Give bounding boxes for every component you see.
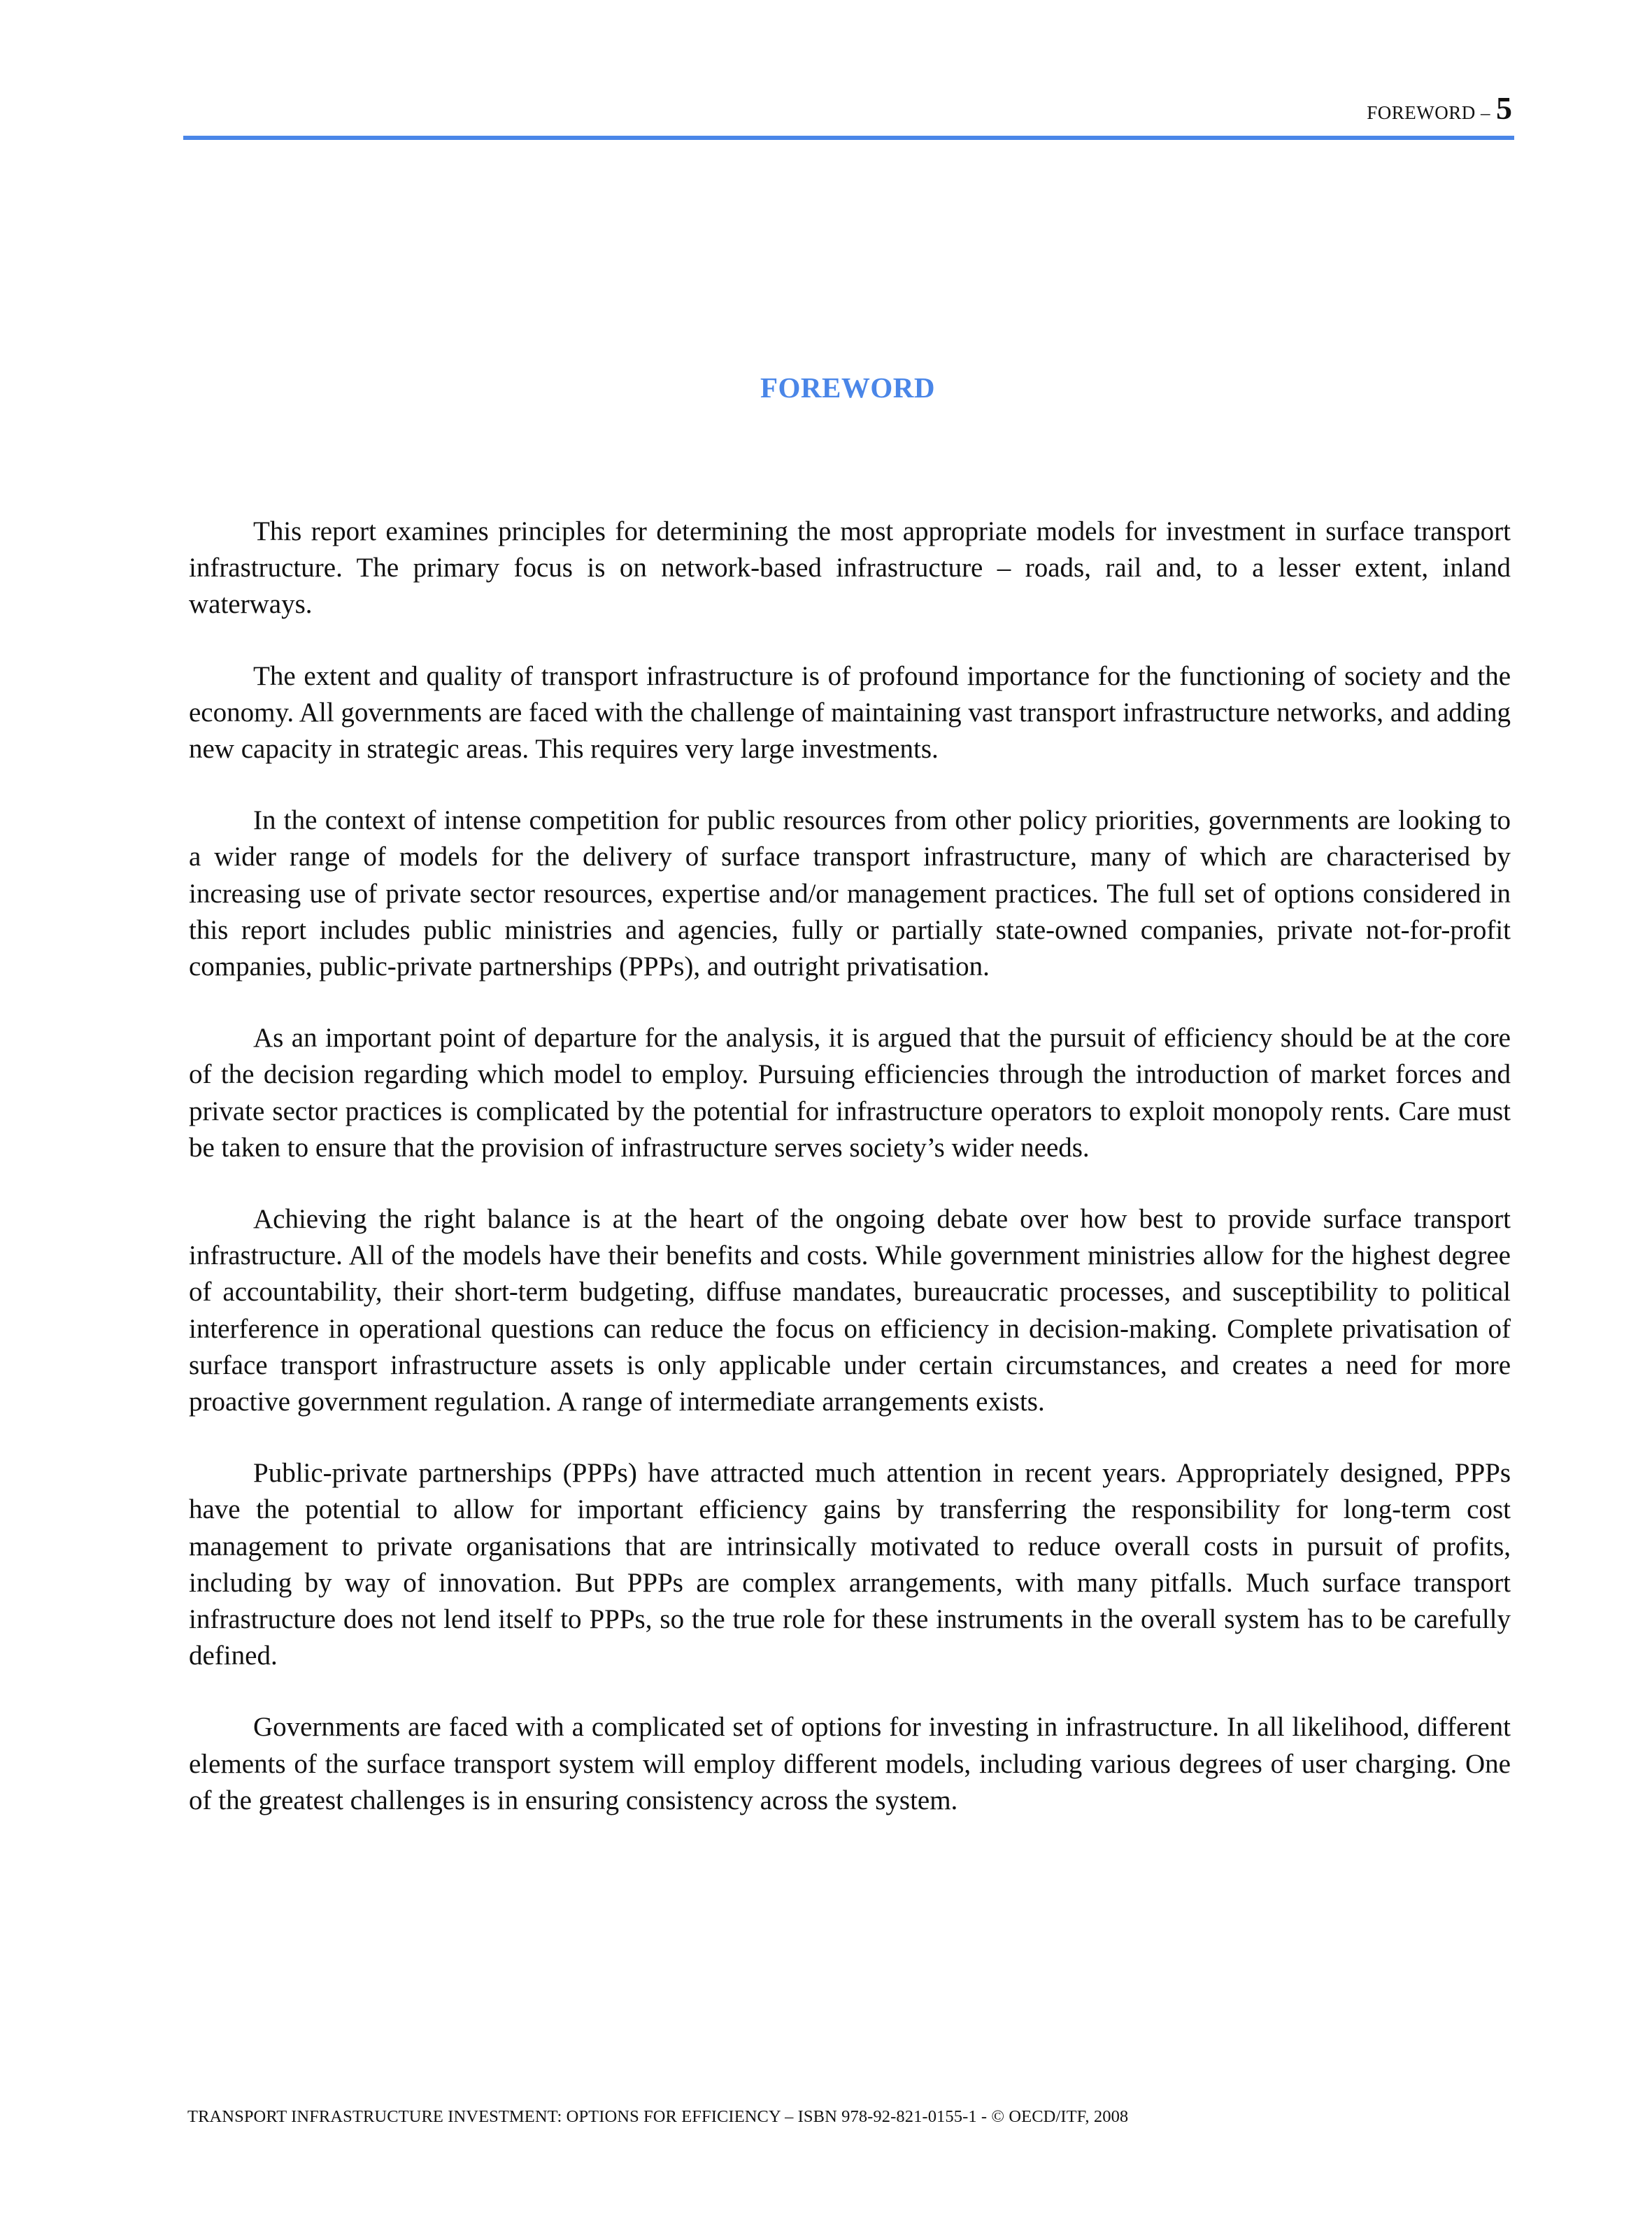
page-footer: TRANSPORT INFRASTRUCTURE INVESTMENT: OPTIONS FOR EFFICIENCY – ISBN 978-92-821-0155-1 - © OECD/ITF, 2008 bbox=[187, 2107, 1129, 2126]
running-header-title: FOREWORD – bbox=[1367, 102, 1490, 123]
header-rule bbox=[183, 136, 1514, 140]
paragraph-7: Governments are faced with a complicated set of options for investing in infrastructure. In all likelihood, different elements of the surface transport system will employ different models, including various degrees of user charging. One of the greatest challenges is in ensuring consistency across the system. bbox=[189, 1712, 1511, 1815]
paragraph-6: Public-private partnerships (PPPs) have attracted much attention in recent years. Appropriately designed, PPPs have the potential to allow for important efficiency gains by transferring the responsibility for long-term cost management to private organisations that are intrinsically motivated to reduce overall costs in pursuit of profits, including by way of innovation. But PPPs are complex arrangements, with many pitfalls. Much surface transport infrastructure does not lend itself to PPPs, so the true role for these instruments in the overall system has to be carefully defined. bbox=[189, 1458, 1511, 1671]
running-header bbox=[183, 90, 1512, 133]
paragraph-1: This report examines principles for determining the most appropriate models for investment in surface transport infrastructure. The primary focus is on network-based infrastructure – roads, rail and, to a lesser extent, inland waterways. bbox=[189, 516, 1511, 620]
paragraph-3: In the context of intense competition for public resources from other policy priorities, governments are looking to a wider range of models for the delivery of surface transport infrastructure, many of which are characterised by increasing use of private sector resources, expertise and/or management practices. The full set of options considered in this report includes public ministries and agencies, fully or partially state-owned companies, private not-for-profit companies, public-private partnerships (PPPs), and outright privatisation. bbox=[189, 805, 1511, 982]
body-text bbox=[189, 514, 1511, 1854]
page-title: FOREWORD bbox=[760, 371, 935, 404]
page-number: 5 bbox=[1496, 90, 1512, 126]
paragraph-5: Achieving the right balance is at the heart of the ongoing debate over how best to provide surface transport infrastructure. All of the models have their benefits and costs. While government ministries allow for the highest degree of accountability, their short-term budgeting, diffuse mandates, bureaucratic processes, and susceptibility to political interference in operational questions can reduce the focus on efficiency in decision-making. Complete privatisation of surface transport infrastructure assets is only applicable under certain circumstances, and creates a need for more proactive government regulation. A range of intermediate arrangements exists. bbox=[189, 1204, 1511, 1417]
paragraph-2: The extent and quality of transport infrastructure is of profound importance for the functioning of society and the economy. All governments are faced with the challenge of maintaining vast transport infrastructure networks, and adding new capacity in strategic areas. This requires very large investments. bbox=[189, 660, 1511, 765]
paragraph-4: As an important point of departure for the analysis, it is argued that the pursuit of efficiency should be at the core of the decision regarding which model to employ. Pursuing efficiencies through the introduction of market forces and private sector practices is complicated by the potential for infrastructure operators to exploit monopoly rents. Care must be taken to ensure that the provision of infrastructure serves society’s wider needs. bbox=[189, 1023, 1511, 1163]
